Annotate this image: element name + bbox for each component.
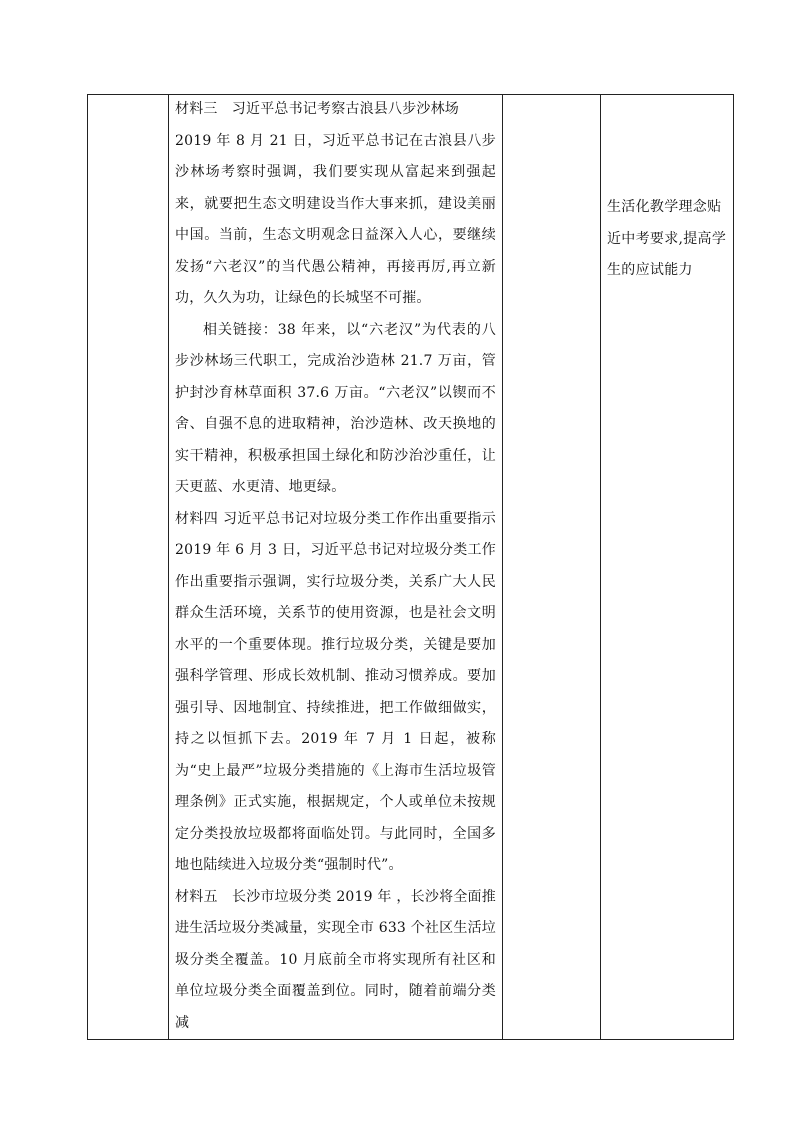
material-3-heading: 材料三 习近平总书记考察古浪县八步沙林场 xyxy=(175,101,459,117)
table-row xyxy=(88,95,734,1040)
design-note-text: 生活化教学理念贴近中考要求,提高学生的应试能力 xyxy=(607,199,727,278)
blank-cell-middle xyxy=(503,95,601,1040)
design-note-cell xyxy=(601,95,734,1040)
material-3-body: 2019 年 8 月 21 日，习近平总书记在古浪县八步沙林场考察时强调，我们要实现从富起来到强起来，就要把生态文明建设当作大事来抓，建设美丽中国。当前，生态文明观念日益深入人心，要继续发扬“六老汉”的当代愚公精神，再接再厉,再立新功，久久为功，让绿色的长城坚不可摧。 xyxy=(175,132,496,306)
material-5-text: 材料五 长沙市垃圾分类 2019 年 ，长沙将全面推进生活垃圾分类减量，实现全市 633 个社区生活垃圾分类全覆盖。10 月底前全市将实现所有社区和单位垃圾分类全面覆盖到位。同时，随着前端分类减 xyxy=(175,888,496,1031)
blank-cell-left xyxy=(88,95,169,1040)
materials-cell xyxy=(169,95,503,1040)
material-3-related-link: 相关链接：38 年来，以“六老汉”为代表的八步沙林场三代职工，完成治沙造林 21.7 万亩，管护封沙育林草面积 37.6 万亩。“六老汉”以锲而不舍、自强不息的进取精神，治沙造林、改天换地的实干精神，积极承担国土绿化和防沙治沙重任，让天更蓝、水更清、地更绿。 xyxy=(175,321,496,495)
material-4-text: 材料四 习近平总书记对垃圾分类工作作出重要指示 2019 年 6 月 3 日，习近平总书记对垃圾分类工作作出重要指示强调，实行垃圾分类，关系广大人民群众生活环境，关系节的使用资源，也是社会文明水平的一个重要体现。推行垃圾分类，关键是要加强科学管理、形成长效机制、推动习惯养成。要加强引导、因地制宜、持续推进，把工作做细做实，持之以恒抓下去。2019 年 7 月 1 日起，被称为“史上最严”垃圾分类措施的《上海市生活垃圾管理条例》正式实施，根据规定，个人或单位未按规定分类投放垃圾都将面临处罚。与此同时，全国多地也陆续进入垃圾分类“强制时代”。 xyxy=(175,510,496,873)
lesson-plan-table xyxy=(87,94,734,1040)
